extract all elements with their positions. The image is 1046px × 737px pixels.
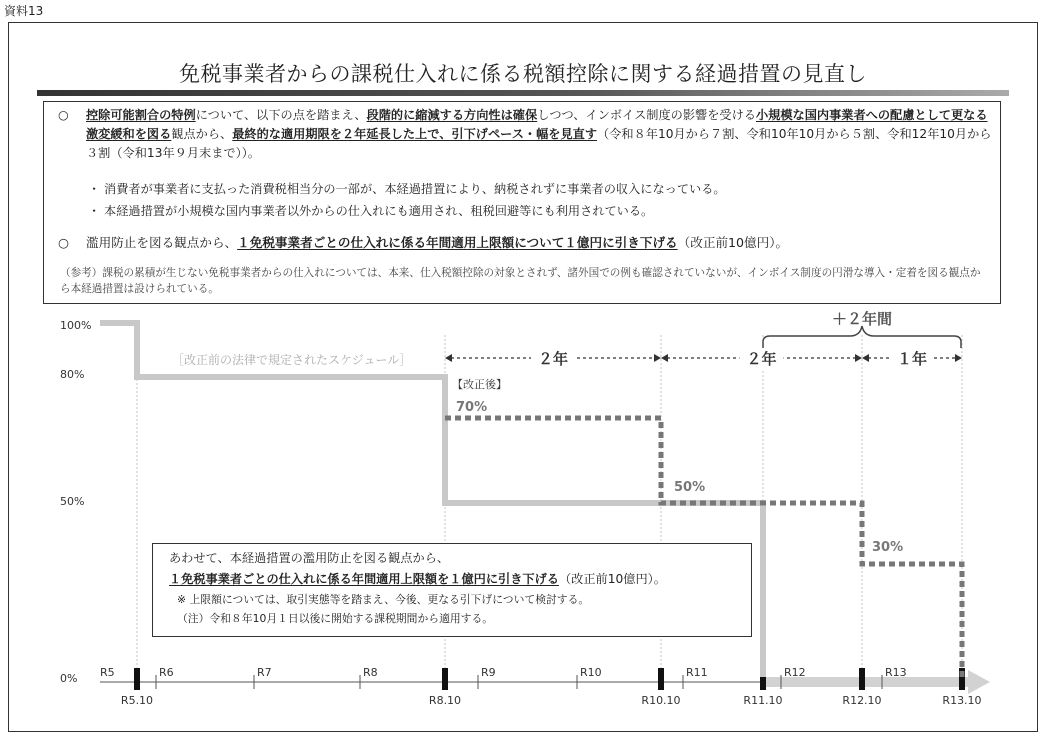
x-minor-label: R11 [686,666,708,679]
y-tick-label: 100% [60,319,92,332]
value-label: 70% [456,400,488,415]
span-arrow-head [445,354,452,362]
x-minor-label: R6 [159,666,174,679]
span-label: １年 [896,350,928,368]
summary-dot-1: ・ 消費者が事業者に支払った消費税相当分の一部が、本経過措置により、納税されずに事業者の収入になっている。 [88,182,726,196]
reference-note: （参考）課税の累積が生じない免税事業者からの仕入れについては、本来、仕入税額控除の対象とされず、諸外国での例も確認されていないが、インボイス制度の円滑な導入・定着を図る観点から本経過措置は設けられている。 [60,267,981,295]
summary-dot-2: ・ 本経過措置が小規模な国内事業者以外からの仕入れにも適用され、租税回避等にも利用されている。 [88,204,654,218]
span-arrow-head [661,354,668,362]
x-axis-arrow [968,670,990,694]
span-label: ２年 [537,350,569,368]
span-label: ２年 [746,350,777,368]
document-label: 資料13 [4,4,44,18]
x-major-label: R13.10 [942,694,982,707]
y-tick-label: 0% [60,672,78,685]
body-text: （改正前10億円）。 [677,235,789,250]
y-tick-label: 50% [60,495,85,508]
x-minor-label: R13 [885,666,907,679]
note-line-2 [169,569,751,590]
emphasis-text: 最終的な適用期限を２年延長した上で、引下げペース・幅を見直す [232,127,598,141]
body-text: しつつ、インボイス制度の影響を受ける [537,108,756,122]
x-major-tick [859,668,865,690]
y-tick-label: 80% [60,368,85,381]
value-label: 30% [872,540,904,555]
x-major-label: R5.10 [120,694,154,707]
span-arrow-head [955,354,962,362]
x-minor-label: R7 [257,666,272,679]
x-major-tick [134,668,140,690]
emphasis-text: 控除可能割合の特例 [86,108,196,122]
x-major-label: R8.10 [428,694,462,707]
series-label-after-revision: 【改正後】 [452,378,507,391]
note-line-1: あわせて、本経過措置の濫用防止を図る観点から、 [169,551,450,565]
bullet-circle: ○ [58,108,69,122]
emphasis-text: １免税事業者ごとの仕入れに係る年間適用上限額について１億円に引き下げる [237,235,678,250]
note-line-3: ※ 上限額については、取引実態等を踏まえ、今後、更なる引下げについて検討する。 [177,593,590,606]
bullet-circle: ○ [58,235,69,250]
emphasis-text: 小規模な国内事業者への配慮として更なる激変緩和を図る [86,108,988,141]
span-arrow-head [654,354,661,362]
x-minor-label: R10 [580,666,602,679]
span-arrow-head [862,354,869,362]
emphasis-text: 段階的に縮減する方向性は確保 [366,108,538,122]
series-label-before-revision: ［改正前の法律で規定されたスケジュール］ [172,353,412,367]
span-arrow-head [855,354,862,362]
x-major-label: R10.10 [641,694,681,707]
x-minor-label: R5 [100,666,115,679]
x-minor-label: R12 [784,666,806,679]
body-text: 観点から、 [171,127,233,141]
x-major-label: R11.10 [743,694,783,707]
brace-label: ＋２年間 [831,310,893,328]
x-major-tick [442,668,448,690]
x-minor-label: R9 [481,666,496,679]
x-minor-label: R8 [363,666,378,679]
page-title: 免税事業者からの課税仕入れに係る税額控除に関する経過措置の見直し [179,62,867,86]
x-major-label: R12.10 [842,694,882,707]
x-major-tick [658,668,664,690]
note-emphasis: １免税事業者ごとの仕入れに係る年間適用上限額を１億円に引き下げる [169,572,559,586]
body-text: 濫用防止を図る観点から、 [86,235,238,250]
note-box [152,543,752,637]
note-text: （改正前10億円）。 [559,572,666,586]
value-label: 50% [674,480,706,495]
body-text: について、以下の点を踏まえ、 [195,108,367,122]
note-line-4: （注）令和８年10月１日以後に開始する課税期間から適用する。 [177,612,494,625]
body-text: （令和８年10月から７割、令和10年10月から５割、令和12年10月から３割（令和13年９月末まで））。 [86,127,992,160]
